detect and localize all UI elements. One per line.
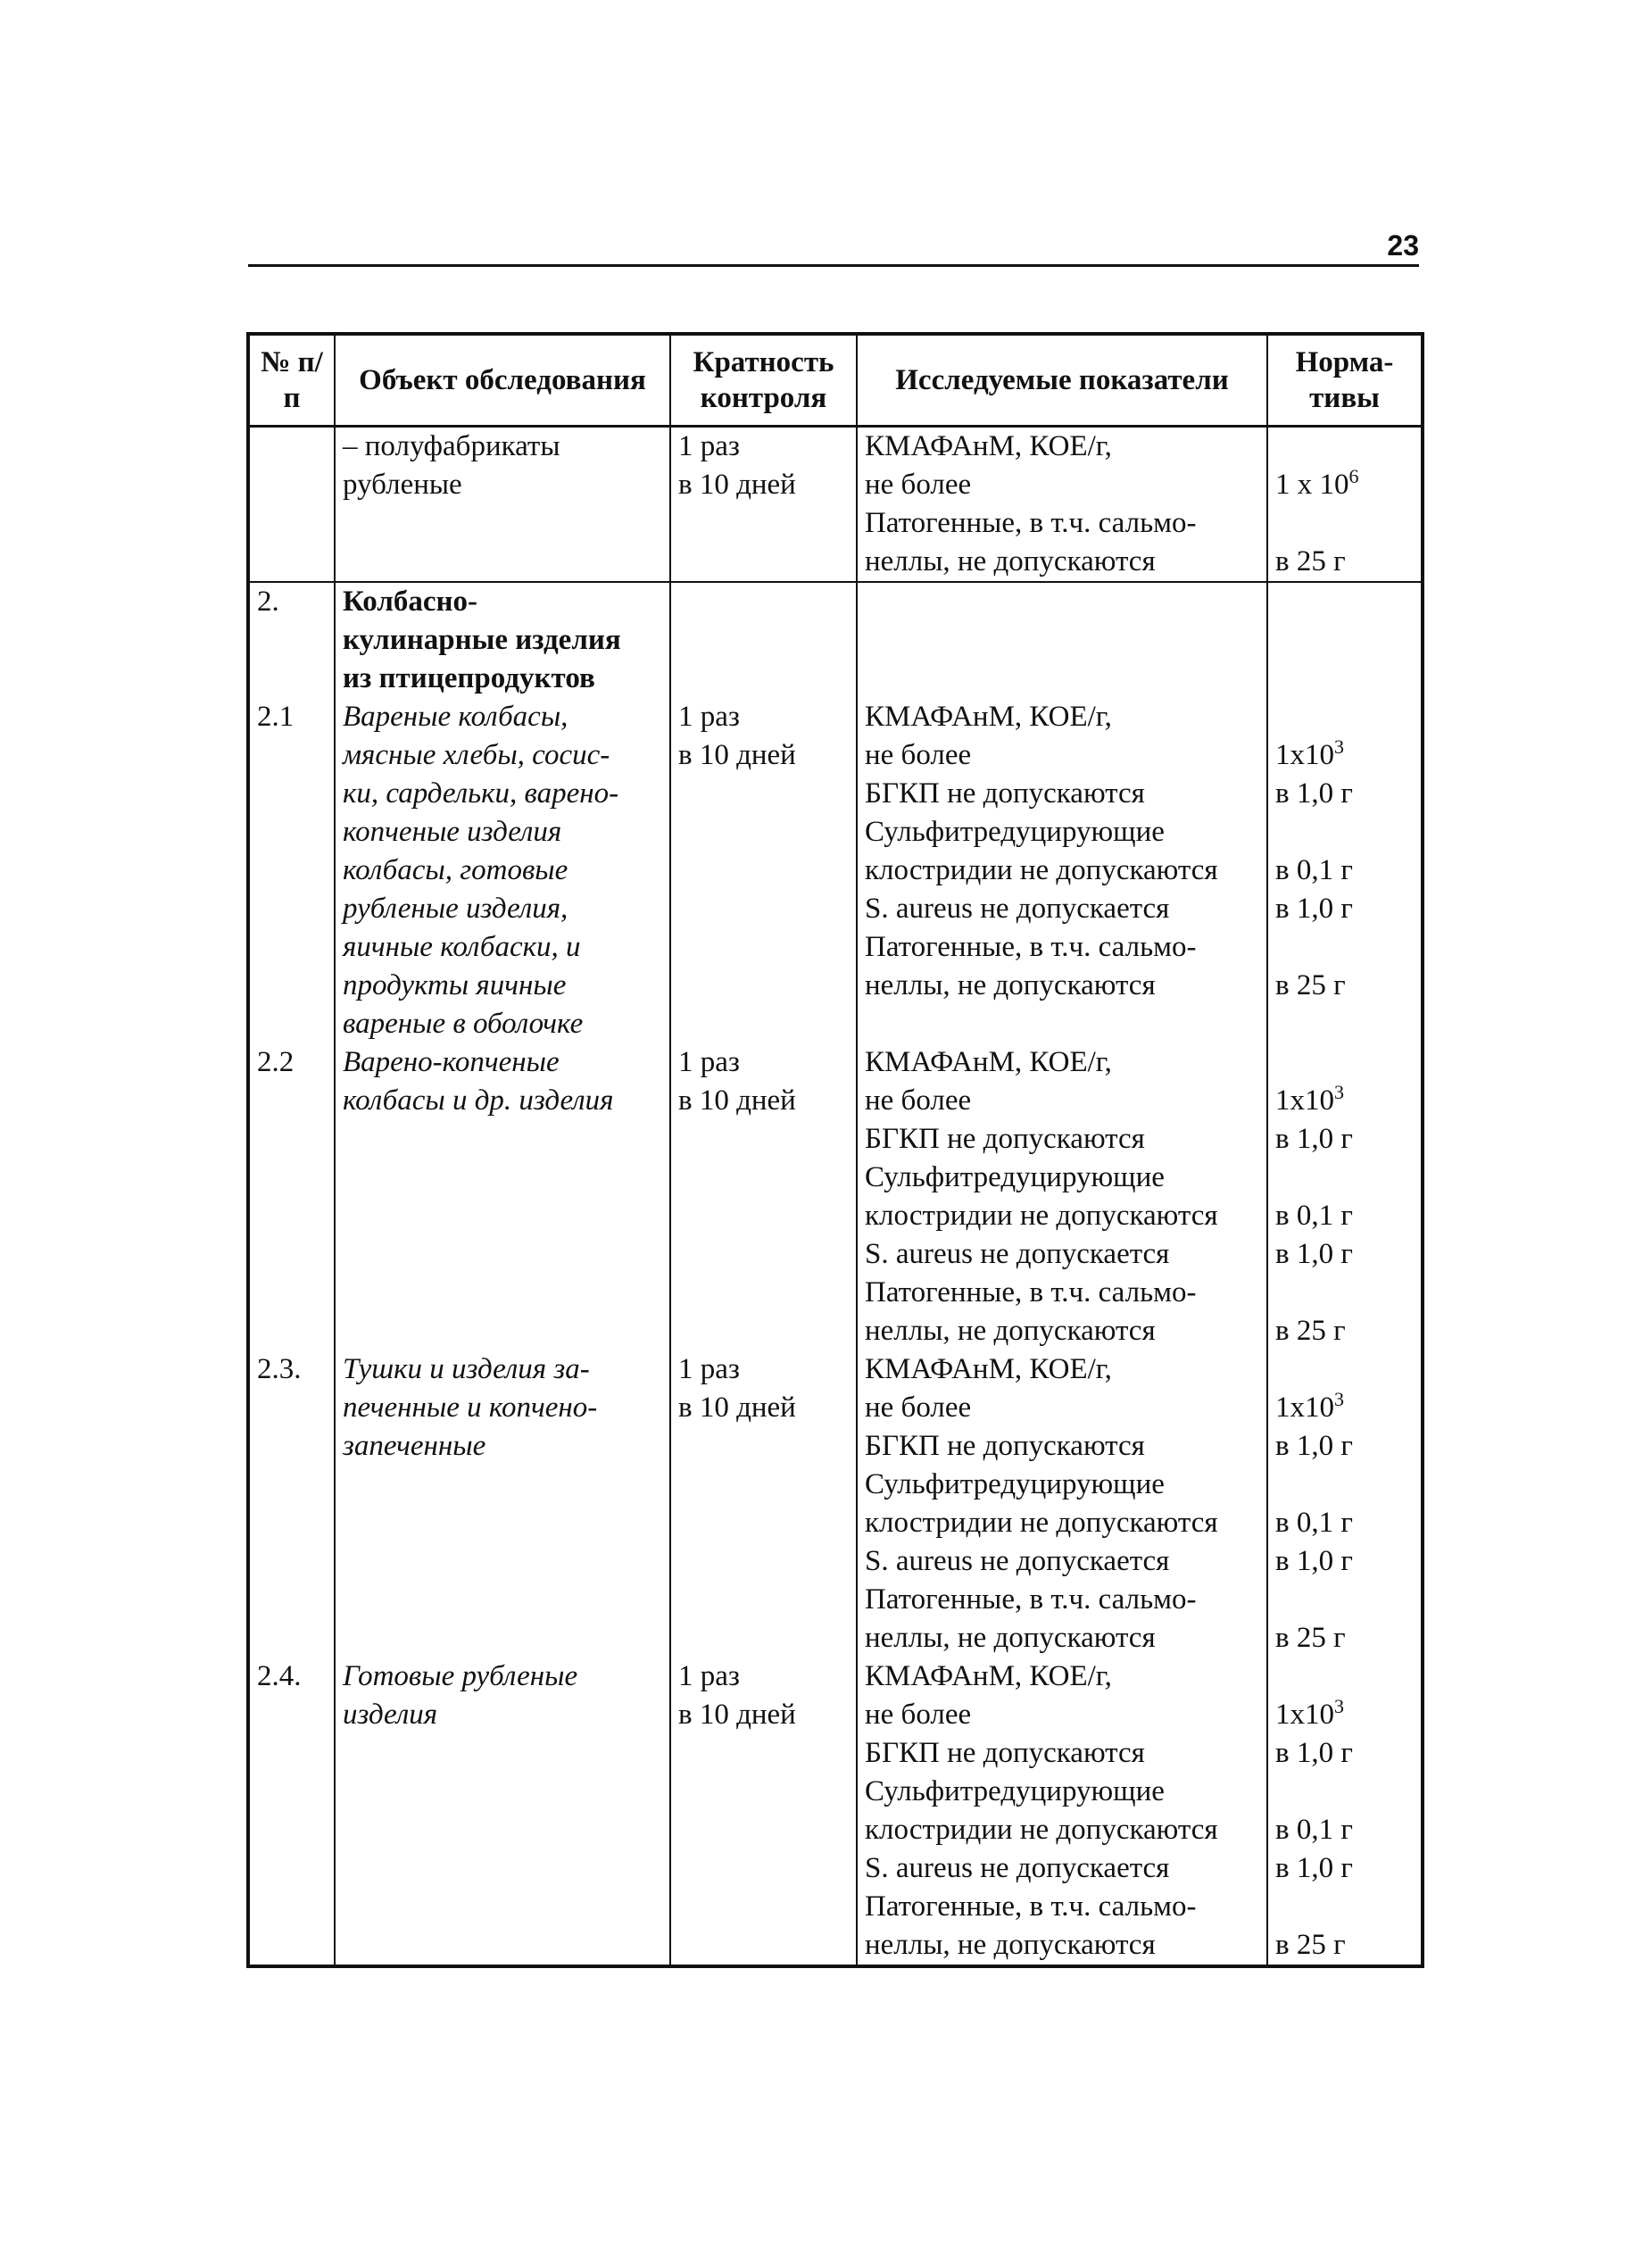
norm-value: в 25 г <box>1275 969 1346 1001</box>
header-frequency: Кратность контроля <box>670 334 857 427</box>
norm-line <box>1275 1734 1421 1773</box>
object-cell <box>335 582 670 698</box>
indicators-cell-line: неллы, не допускаются <box>865 969 1156 1001</box>
norm-cell <box>1267 427 1423 583</box>
row-number-cell <box>248 427 335 583</box>
row-number-cell-line <box>257 428 334 466</box>
frequency-cell-line: в 10 дней <box>678 739 796 771</box>
table-row <box>248 1350 1423 1657</box>
norm-line <box>1275 660 1421 698</box>
table-body <box>248 427 1423 1967</box>
norm-line <box>1275 1235 1421 1274</box>
norm-line <box>1275 1082 1421 1120</box>
norm-exponent: 3 <box>1334 735 1344 758</box>
norm-line <box>1275 1696 1421 1734</box>
norm-value: в 0,1 г <box>1275 1814 1353 1846</box>
table-row <box>248 427 1423 583</box>
object-cell-line: Готовые рубленые <box>343 1660 578 1692</box>
table-row <box>248 1657 1423 1966</box>
row-number-cell <box>248 1657 335 1966</box>
norm-value: в 1,0 г <box>1275 777 1353 810</box>
norm-line <box>1275 428 1421 466</box>
row-number-cell-line: 2. <box>257 586 279 618</box>
object-cell-line: копченые изделия <box>343 816 562 848</box>
norm-value: в 1,0 г <box>1275 1430 1353 1462</box>
norm-exponent: 6 <box>1348 465 1359 487</box>
norm-line <box>1275 967 1421 1005</box>
norm-line <box>1275 583 1421 621</box>
norm-line <box>1275 890 1421 928</box>
frequency-cell <box>670 1657 857 1966</box>
norm-cell <box>1267 1657 1423 1966</box>
norm-value: 1x10 <box>1275 1084 1334 1117</box>
indicators-cell-line <box>865 621 1266 660</box>
indicators-cell <box>857 1043 1267 1350</box>
row-number-cell-line <box>257 621 334 660</box>
norm-line <box>1275 698 1421 736</box>
frequency-cell-line: 1 раз <box>678 430 740 462</box>
object-cell-line: колбасы, готовые <box>343 854 568 886</box>
norm-line <box>1275 1811 1421 1849</box>
indicators-cell-line: неллы, не допускаются <box>865 1622 1156 1654</box>
row-number-cell <box>248 582 335 698</box>
object-cell-line: Вареные колбасы, <box>343 701 568 733</box>
indicators-cell-line: Сульфитредуцирующие <box>865 1161 1165 1193</box>
row-number-cell-line: 2.4. <box>257 1660 302 1692</box>
norm-value: 1x10 <box>1275 1392 1334 1424</box>
norm-line <box>1275 1427 1421 1466</box>
table-row <box>248 698 1423 1043</box>
norm-line <box>1275 813 1421 852</box>
indicators-cell-line: S. aureus не допускается <box>865 1545 1170 1577</box>
norm-line <box>1275 1773 1421 1811</box>
indicators-cell-line: Патогенные, в т.ч. сальмо- <box>865 1890 1197 1923</box>
indicators-cell-line: Сульфитредуцирующие <box>865 1775 1165 1807</box>
page-number: 23 <box>1387 229 1419 262</box>
norm-line <box>1275 1120 1421 1159</box>
norm-value: 1x10 <box>1275 739 1334 771</box>
norm-line <box>1275 775 1421 813</box>
norm-line <box>1275 1350 1421 1389</box>
object-cell-line: колбасы и др. изделия <box>343 1084 614 1117</box>
frequency-cell-line: в 10 дней <box>678 1392 796 1424</box>
indicators-cell-line: не более <box>865 1699 972 1731</box>
table-row <box>248 582 1423 698</box>
norm-line <box>1275 1312 1421 1350</box>
indicators-cell-line: БГКП не допускаются <box>865 1430 1145 1462</box>
indicators-cell-line: не более <box>865 739 972 771</box>
norm-line <box>1275 621 1421 660</box>
object-cell <box>335 698 670 1043</box>
object-cell-line: мясные хлебы, сосис- <box>343 739 610 771</box>
row-number-cell-line: 2.2 <box>257 1046 295 1078</box>
indicators-cell-line: КМАФАнМ, КОЕ/г, <box>865 1353 1112 1385</box>
norm-line <box>1275 1274 1421 1312</box>
indicators-cell-line: клостридии не допускаются <box>865 1507 1218 1539</box>
norm-value: в 1,0 г <box>1275 1123 1353 1155</box>
norm-line <box>1275 1466 1421 1504</box>
norm-value: в 25 г <box>1275 545 1346 577</box>
norm-value: в 0,1 г <box>1275 1507 1353 1539</box>
object-cell-line: из птицепродуктов <box>343 662 595 694</box>
object-cell-line: кулинарные изделия <box>343 624 621 656</box>
indicators-cell-line: КМАФАнМ, КОЕ/г, <box>865 701 1112 733</box>
norm-value: в 1,0 г <box>1275 1545 1353 1577</box>
row-number-cell-line <box>257 660 334 698</box>
frequency-cell-line: 1 раз <box>678 1353 740 1385</box>
norm-value: в 1,0 г <box>1275 893 1353 925</box>
header-indicators: Исследуемые показатели <box>857 334 1267 427</box>
frequency-cell <box>670 582 857 698</box>
object-cell-line: изделия <box>343 1699 438 1731</box>
norm-line <box>1275 1504 1421 1542</box>
row-number-cell-line: 2.3. <box>257 1353 302 1385</box>
norm-value: в 25 г <box>1275 1929 1346 1961</box>
row-number-cell-line: 2.1 <box>257 701 295 733</box>
object-cell <box>335 1043 670 1350</box>
norm-cell <box>1267 582 1423 698</box>
norm-line <box>1275 504 1421 543</box>
indicators-cell-line: БГКП не допускаются <box>865 1123 1145 1155</box>
indicators-cell-line: КМАФАнМ, КОЕ/г, <box>865 430 1112 462</box>
norm-line <box>1275 1619 1421 1657</box>
indicators-cell-line: клостридии не допускаются <box>865 1200 1218 1232</box>
frequency-cell <box>670 427 857 583</box>
norm-cell <box>1267 1043 1423 1350</box>
indicators-cell <box>857 1657 1267 1966</box>
frequency-cell-line: 1 раз <box>678 701 740 733</box>
norm-value: в 25 г <box>1275 1315 1346 1347</box>
norm-line <box>1275 1043 1421 1082</box>
norm-line <box>1275 1542 1421 1581</box>
norm-line <box>1275 1581 1421 1619</box>
norm-line <box>1275 736 1421 775</box>
row-number-cell <box>248 1043 335 1350</box>
indicators-cell-line: Патогенные, в т.ч. сальмо- <box>865 931 1197 963</box>
header-norms: Норма-тивы <box>1267 334 1423 427</box>
norm-line <box>1275 1849 1421 1888</box>
frequency-cell-line: в 10 дней <box>678 1699 796 1731</box>
frequency-cell-line <box>678 621 856 660</box>
norm-line <box>1275 852 1421 890</box>
norm-value: в 0,1 г <box>1275 1200 1353 1232</box>
indicators-cell-line: Сульфитредуцирующие <box>865 816 1165 848</box>
object-cell-line: Колбасно- <box>343 586 478 618</box>
norm-line <box>1275 1657 1421 1696</box>
indicators-cell-line: S. aureus не допускается <box>865 893 1170 925</box>
object-cell-line: рубленые изделия, <box>343 893 568 925</box>
indicators-cell-line <box>865 660 1266 698</box>
indicators-cell-line <box>865 1005 1266 1043</box>
table-row <box>248 1043 1423 1350</box>
norm-line <box>1275 543 1421 581</box>
norms-table <box>246 332 1424 1968</box>
indicators-cell-line: Патогенные, в т.ч. сальмо- <box>865 1583 1197 1616</box>
frequency-cell <box>670 1350 857 1657</box>
object-cell-line: Варено-копченые <box>343 1046 560 1078</box>
indicators-cell-line: не более <box>865 1084 972 1117</box>
indicators-cell-line: клостридии не допускаются <box>865 1814 1218 1846</box>
object-cell <box>335 427 670 583</box>
object-cell-line: продукты яичные <box>343 969 567 1001</box>
frequency-cell-line <box>678 583 856 621</box>
indicators-cell-line: КМАФАнМ, КОЕ/г, <box>865 1046 1112 1078</box>
indicators-cell <box>857 1350 1267 1657</box>
frequency-cell <box>670 698 857 1043</box>
indicators-cell-line: КМАФАнМ, КОЕ/г, <box>865 1660 1112 1692</box>
norm-exponent: 3 <box>1334 1081 1344 1103</box>
frequency-cell-line: 1 раз <box>678 1046 740 1078</box>
norm-value: 1x10 <box>1275 1699 1334 1731</box>
norm-value: в 25 г <box>1275 1622 1346 1654</box>
norm-line <box>1275 1888 1421 1926</box>
object-cell-line: запеченные <box>343 1430 486 1462</box>
norm-cell <box>1267 698 1423 1043</box>
indicators-cell-line: БГКП не допускаются <box>865 777 1145 810</box>
indicators-cell-line: неллы, не допускаются <box>865 1315 1156 1347</box>
norm-value: в 1,0 г <box>1275 1852 1353 1884</box>
frequency-cell-line: в 10 дней <box>678 1084 796 1117</box>
indicators-cell-line: Сульфитредуцирующие <box>865 1468 1165 1500</box>
frequency-cell-line <box>678 660 856 698</box>
norm-value: в 1,0 г <box>1275 1737 1353 1769</box>
row-number-cell <box>248 1350 335 1657</box>
indicators-cell-line: S. aureus не допускается <box>865 1238 1170 1270</box>
norm-line <box>1275 466 1421 504</box>
norm-value: 1 x 10 <box>1275 469 1349 501</box>
indicators-cell <box>857 698 1267 1043</box>
object-cell-line: печенные и копчено- <box>343 1392 598 1424</box>
indicators-cell-line: не более <box>865 469 972 501</box>
norm-line <box>1275 1926 1421 1965</box>
frequency-cell <box>670 1043 857 1350</box>
indicators-cell-line: Патогенные, в т.ч. сальмо- <box>865 1276 1197 1308</box>
indicators-cell-line <box>865 583 1266 621</box>
indicators-cell <box>857 582 1267 698</box>
norm-cell <box>1267 1350 1423 1657</box>
row-number-cell <box>248 698 335 1043</box>
table-header <box>248 334 1423 427</box>
object-cell-line: вареные в оболочке <box>343 1008 584 1040</box>
header-object: Объект обследования <box>335 334 670 427</box>
norm-value: в 1,0 г <box>1275 1238 1353 1270</box>
norm-exponent: 3 <box>1334 1388 1344 1410</box>
header-rule <box>248 264 1419 267</box>
norm-line <box>1275 928 1421 967</box>
object-cell-line: рубленые <box>343 469 462 501</box>
norm-line <box>1275 1159 1421 1197</box>
indicators-cell-line: БГКП не допускаются <box>865 1737 1145 1769</box>
norm-exponent: 3 <box>1334 1695 1344 1717</box>
indicators-cell-line: S. aureus не допускается <box>865 1852 1170 1884</box>
indicators-cell-line: неллы, не допускаются <box>865 1929 1156 1961</box>
norm-value: в 0,1 г <box>1275 854 1353 886</box>
object-cell-line: яичные колбаски, и <box>343 931 581 963</box>
norm-line <box>1275 1197 1421 1235</box>
header-num: № п/п <box>248 334 335 427</box>
indicators-cell-line: клостридии не допускаются <box>865 854 1218 886</box>
indicators-cell-line: Патогенные, в т.ч. сальмо- <box>865 507 1197 539</box>
norm-line <box>1275 1389 1421 1427</box>
object-cell-line: Тушки и изделия за- <box>343 1353 590 1385</box>
indicators-cell-line: не более <box>865 1392 972 1424</box>
indicators-cell-line: неллы, не допускаются <box>865 545 1156 577</box>
frequency-cell-line: в 10 дней <box>678 469 796 501</box>
indicators-cell <box>857 427 1267 583</box>
object-cell-line: – полуфабрикаты <box>343 430 560 462</box>
norm-line <box>1275 1005 1421 1043</box>
object-cell <box>335 1657 670 1966</box>
object-cell-line: ки, сардельки, варено- <box>343 777 619 810</box>
object-cell <box>335 1350 670 1657</box>
frequency-cell-line: 1 раз <box>678 1660 740 1692</box>
